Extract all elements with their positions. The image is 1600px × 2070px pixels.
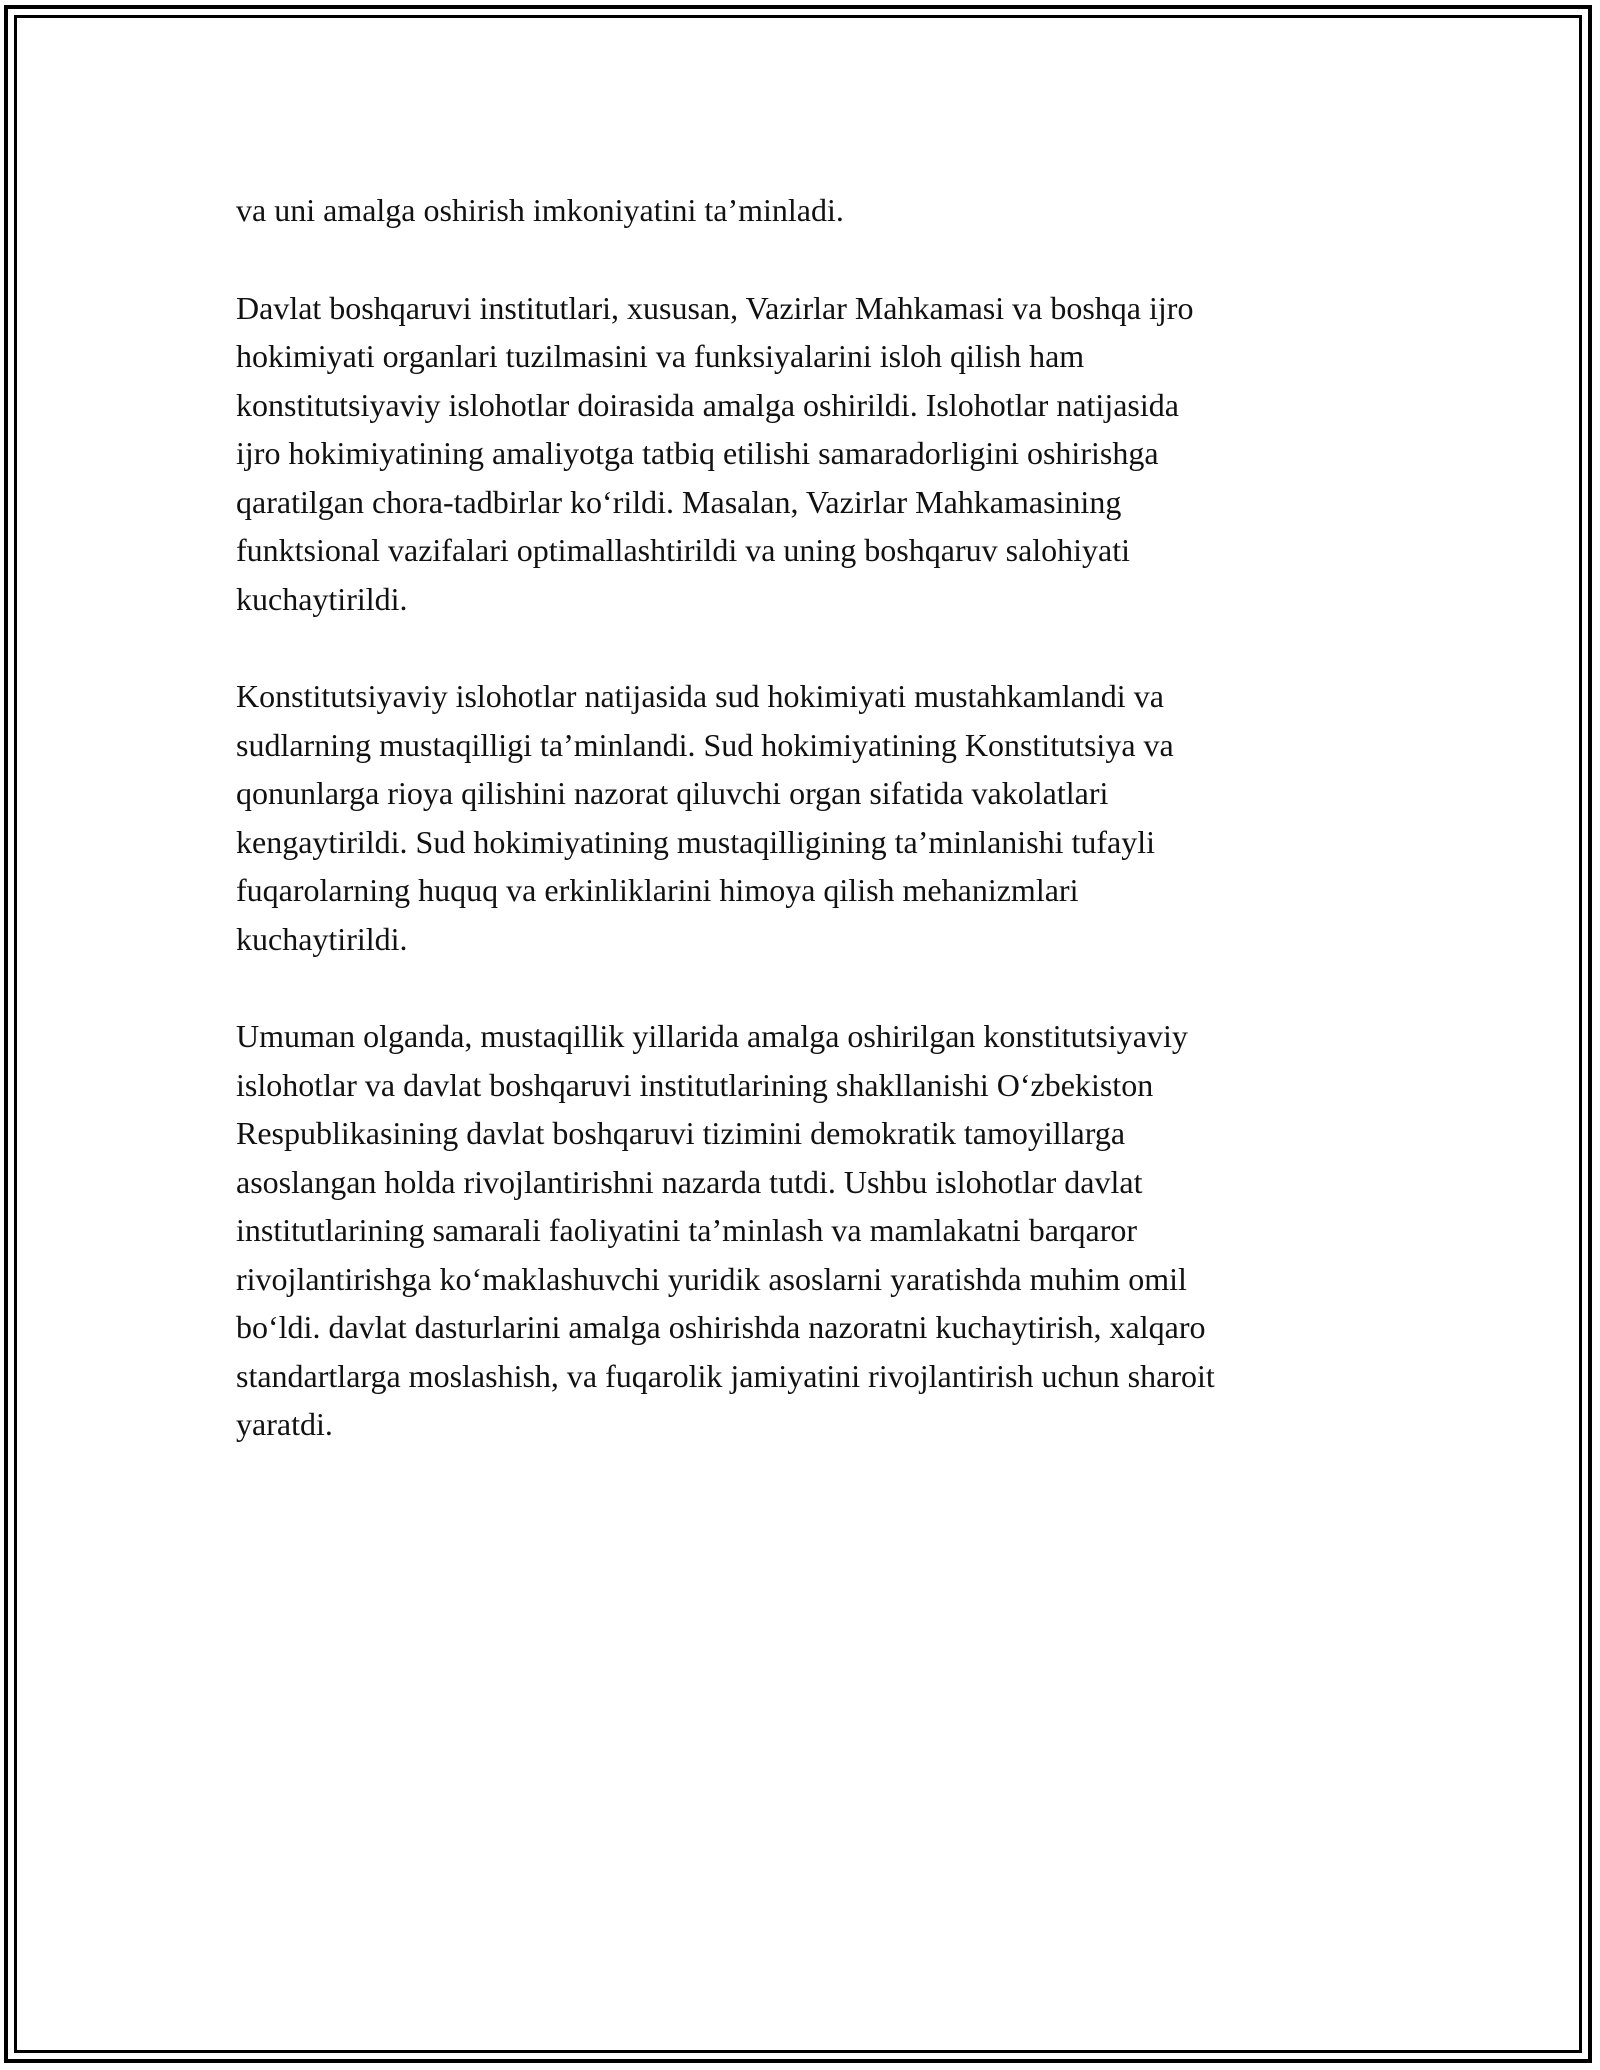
text-line: standartlarga moslashish, va fuqarolik jamiyatini rivojlantirish uchun sharoit [236, 1357, 1215, 1394]
text-line: sudlarning mustaqilligi ta’minlandi. Sud hokimiyatining Konstitutsiya va [236, 726, 1174, 763]
text-line: kuchaytirildi. [236, 580, 408, 617]
text-line: hokimiyati organlari tuzilmasini va funksiyalarini isloh qilish ham [236, 338, 1085, 374]
paragraph-3 [236, 672, 1376, 963]
paragraph-2 [236, 284, 1376, 624]
text-line: islohotlar va davlat boshqaruvi institutlarining shakllanishi O‘zbekiston [236, 1066, 1154, 1103]
text-line: rivojlantirishga ko‘maklashuvchi yuridik asoslarni yaratishda muhim omil [236, 1260, 1187, 1297]
text-line: ijro hokimiyatining amaliyotga tatbiq etilishi samaradorligini oshirishga [236, 435, 1159, 471]
text-line: yaratdi. [236, 1406, 333, 1442]
document-body [236, 186, 1376, 1498]
text-line: va uni amalga oshirish imkoniyatini ta’minladi. [236, 192, 844, 228]
text-line: qonunlarga rioya qilishini nazorat qiluvchi organ sifatida vakolatlari [236, 775, 1109, 811]
text-line: qaratilgan chora-tadbirlar ko‘rildi. Masalan, Vazirlar Mahkamasining [236, 483, 1122, 520]
paragraph-1 [236, 186, 1376, 235]
text-line: Respublikasining davlat boshqaruvi tizimini demokratik tamoyillarga [236, 1115, 1126, 1151]
text-line: kuchaytirildi. [236, 920, 408, 957]
text-line: bo‘ldi. davlat dasturlarini amalga oshirishda nazoratni kuchaytirish, xalqaro [236, 1309, 1206, 1345]
text-line: fuqarolarning huquq va erkinliklarini himoya qilish mehanizmlari [236, 872, 1079, 908]
text-line: Umuman olganda, mustaqillik yillarida amalga oshirilgan konstitutsiyaviy [236, 1018, 1188, 1054]
text-line: funktsional vazifalari optimallashtirildi va uning boshqaruv salohiyati [236, 532, 1131, 568]
text-line: konstitutsiyaviy islohotlar doirasida amalga oshirildi. Islohotlar natijasida [236, 386, 1179, 423]
text-line: Konstitutsiyaviy islohotlar natijasida sud hokimiyati mustahkamlandi va [236, 678, 1164, 714]
text-line: Davlat boshqaruvi institutlari, xususan, Vazirlar Mahkamasi va boshqa ijro [236, 289, 1194, 326]
paragraph-4 [236, 1012, 1376, 1449]
text-line: institutlarining samarali faoliyatini ta’minlash va mamlakatni barqaror [236, 1212, 1138, 1248]
text-line: kengaytirildi. Sud hokimiyatining mustaqilligining ta’minlanishi tufayli [236, 823, 1156, 860]
text-line: asoslangan holda rivojlantirishni nazarda tutdi. Ushbu islohotlar davlat [236, 1163, 1143, 1200]
